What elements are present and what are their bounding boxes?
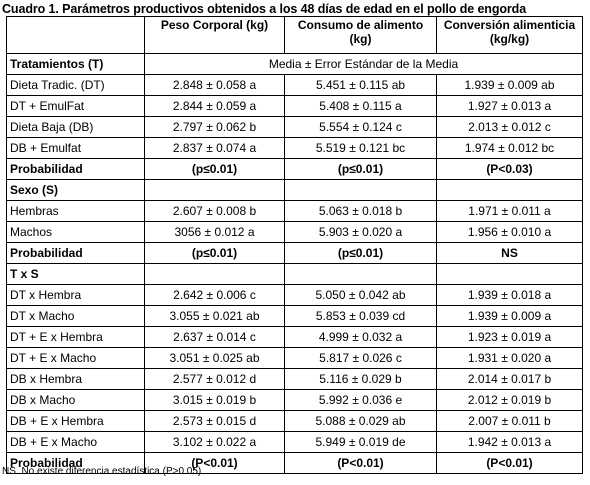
value-cell: 3.055 ± 0.021 ab <box>145 306 285 327</box>
table-row <box>7 285 583 306</box>
value-cell: 4.999 ± 0.032 a <box>285 327 437 348</box>
row-label: DB x Macho <box>7 390 145 411</box>
table-row <box>7 411 583 432</box>
table-row <box>7 432 583 453</box>
table-row <box>7 327 583 348</box>
value-cell: 2.844 ± 0.059 a <box>145 96 285 117</box>
probability-value: NS <box>437 243 583 264</box>
stat-label: Media ± Error Estándar de la Media <box>145 54 583 75</box>
empty-cell <box>285 180 437 201</box>
value-cell: 2.797 ± 0.062 b <box>145 117 285 138</box>
value-cell: 5.116 ± 0.029 b <box>285 369 437 390</box>
table-caption: Cuadro 1. Parámetros productivos obtenidos a los 48 días de edad en el pollo de engorda <box>2 2 527 16</box>
value-cell: 2.007 ± 0.011 b <box>437 411 583 432</box>
table-row <box>7 369 583 390</box>
probability-label: Probabilidad <box>7 243 145 264</box>
row-label: DT + EmulFat <box>7 96 145 117</box>
probability-value: (p≤0.01) <box>285 159 437 180</box>
results-table <box>6 16 583 474</box>
value-cell: 1.971 ± 0.011 a <box>437 201 583 222</box>
value-cell: 5.554 ± 0.124 c <box>285 117 437 138</box>
header-cell-empty <box>7 17 145 54</box>
empty-cell <box>437 264 583 285</box>
table-body <box>7 54 583 474</box>
probability-row <box>7 159 583 180</box>
table-row <box>7 117 583 138</box>
value-cell: 5.903 ± 0.020 a <box>285 222 437 243</box>
value-cell: 3.102 ± 0.022 a <box>145 432 285 453</box>
value-cell: 1.974 ± 0.012 bc <box>437 138 583 159</box>
probability-label: Probabilidad <box>7 159 145 180</box>
value-cell: 1.939 ± 0.018 a <box>437 285 583 306</box>
value-cell: 5.408 ± 0.115 a <box>285 96 437 117</box>
value-cell: 2.848 ± 0.058 a <box>145 75 285 96</box>
section-row <box>7 180 583 201</box>
value-cell: 3.015 ± 0.019 b <box>145 390 285 411</box>
probability-value: (P<0.01) <box>145 453 285 474</box>
empty-cell <box>145 264 285 285</box>
value-cell: 2.012 ± 0.019 b <box>437 390 583 411</box>
value-cell: 1.927 ± 0.013 a <box>437 96 583 117</box>
section-row <box>7 264 583 285</box>
row-label: DB x Hembra <box>7 369 145 390</box>
value-cell: 1.931 ± 0.020 a <box>437 348 583 369</box>
value-cell: 2.637 ± 0.014 c <box>145 327 285 348</box>
value-cell: 1.939 ± 0.009 a <box>437 306 583 327</box>
table-row <box>7 75 583 96</box>
value-cell: 5.050 ± 0.042 ab <box>285 285 437 306</box>
header-cell: Conversión alimenticia (kg/kg) <box>437 17 583 54</box>
value-cell: 2.607 ± 0.008 b <box>145 201 285 222</box>
probability-value: (P<0.01) <box>437 453 583 474</box>
probability-value: (p≤0.01) <box>145 159 285 180</box>
row-label: DT + E x Hembra <box>7 327 145 348</box>
row-label: DB + E x Hembra <box>7 411 145 432</box>
table-row <box>7 201 583 222</box>
value-cell: 5.949 ± 0.019 de <box>285 432 437 453</box>
value-cell: 5.088 ± 0.029 ab <box>285 411 437 432</box>
value-cell: 5.817 ± 0.026 c <box>285 348 437 369</box>
probability-value: (P<0.01) <box>285 453 437 474</box>
table-row <box>7 348 583 369</box>
value-cell: 5.992 ± 0.036 e <box>285 390 437 411</box>
value-cell: 2.013 ± 0.012 c <box>437 117 583 138</box>
value-cell: 2.573 ± 0.015 d <box>145 411 285 432</box>
table-row <box>7 96 583 117</box>
value-cell: 2.577 ± 0.012 d <box>145 369 285 390</box>
value-cell: 2.642 ± 0.006 c <box>145 285 285 306</box>
value-cell: 3.051 ± 0.025 ab <box>145 348 285 369</box>
table-row <box>7 390 583 411</box>
probability-row <box>7 243 583 264</box>
empty-cell <box>437 180 583 201</box>
value-cell: 1.923 ± 0.019 a <box>437 327 583 348</box>
value-cell: 5.063 ± 0.018 b <box>285 201 437 222</box>
probability-label: Probabilidad <box>7 453 145 474</box>
value-cell: 5.519 ± 0.121 bc <box>285 138 437 159</box>
row-label: Machos <box>7 222 145 243</box>
header-cell: Consumo de alimento (kg) <box>285 17 437 54</box>
row-label: Hembras <box>7 201 145 222</box>
value-cell: 3056 ± 0.012 a <box>145 222 285 243</box>
footnote: NS. No existe diferencia estadística (P>0.05) <box>2 466 202 477</box>
value-cell: 2.014 ± 0.017 b <box>437 369 583 390</box>
probability-value: (P<0.03) <box>437 159 583 180</box>
value-cell: 1.939 ± 0.009 ab <box>437 75 583 96</box>
empty-cell <box>145 180 285 201</box>
row-label: Dieta Tradic. (DT) <box>7 75 145 96</box>
probability-value: (p≤0.01) <box>285 243 437 264</box>
table-row <box>7 306 583 327</box>
table-row <box>7 138 583 159</box>
value-cell: 2.837 ± 0.074 a <box>145 138 285 159</box>
row-label: DB + E x Macho <box>7 432 145 453</box>
value-cell: 5.853 ± 0.039 cd <box>285 306 437 327</box>
row-label: Dieta Baja (DB) <box>7 117 145 138</box>
table-row <box>7 222 583 243</box>
section-title: Sexo (S) <box>7 180 145 201</box>
probability-value: (p≤0.01) <box>145 243 285 264</box>
empty-cell <box>285 264 437 285</box>
header-row <box>7 17 583 54</box>
row-label: DT + E x Macho <box>7 348 145 369</box>
section-row <box>7 54 583 75</box>
section-title: T x S <box>7 264 145 285</box>
row-label: DT x Macho <box>7 306 145 327</box>
row-label: DT x Hembra <box>7 285 145 306</box>
row-label: DB + Emulfat <box>7 138 145 159</box>
value-cell: 5.451 ± 0.115 ab <box>285 75 437 96</box>
section-title: Tratamientos (T) <box>7 54 145 75</box>
header-cell: Peso Corporal (kg) <box>145 17 285 54</box>
value-cell: 1.942 ± 0.013 a <box>437 432 583 453</box>
value-cell: 1.956 ± 0.010 a <box>437 222 583 243</box>
